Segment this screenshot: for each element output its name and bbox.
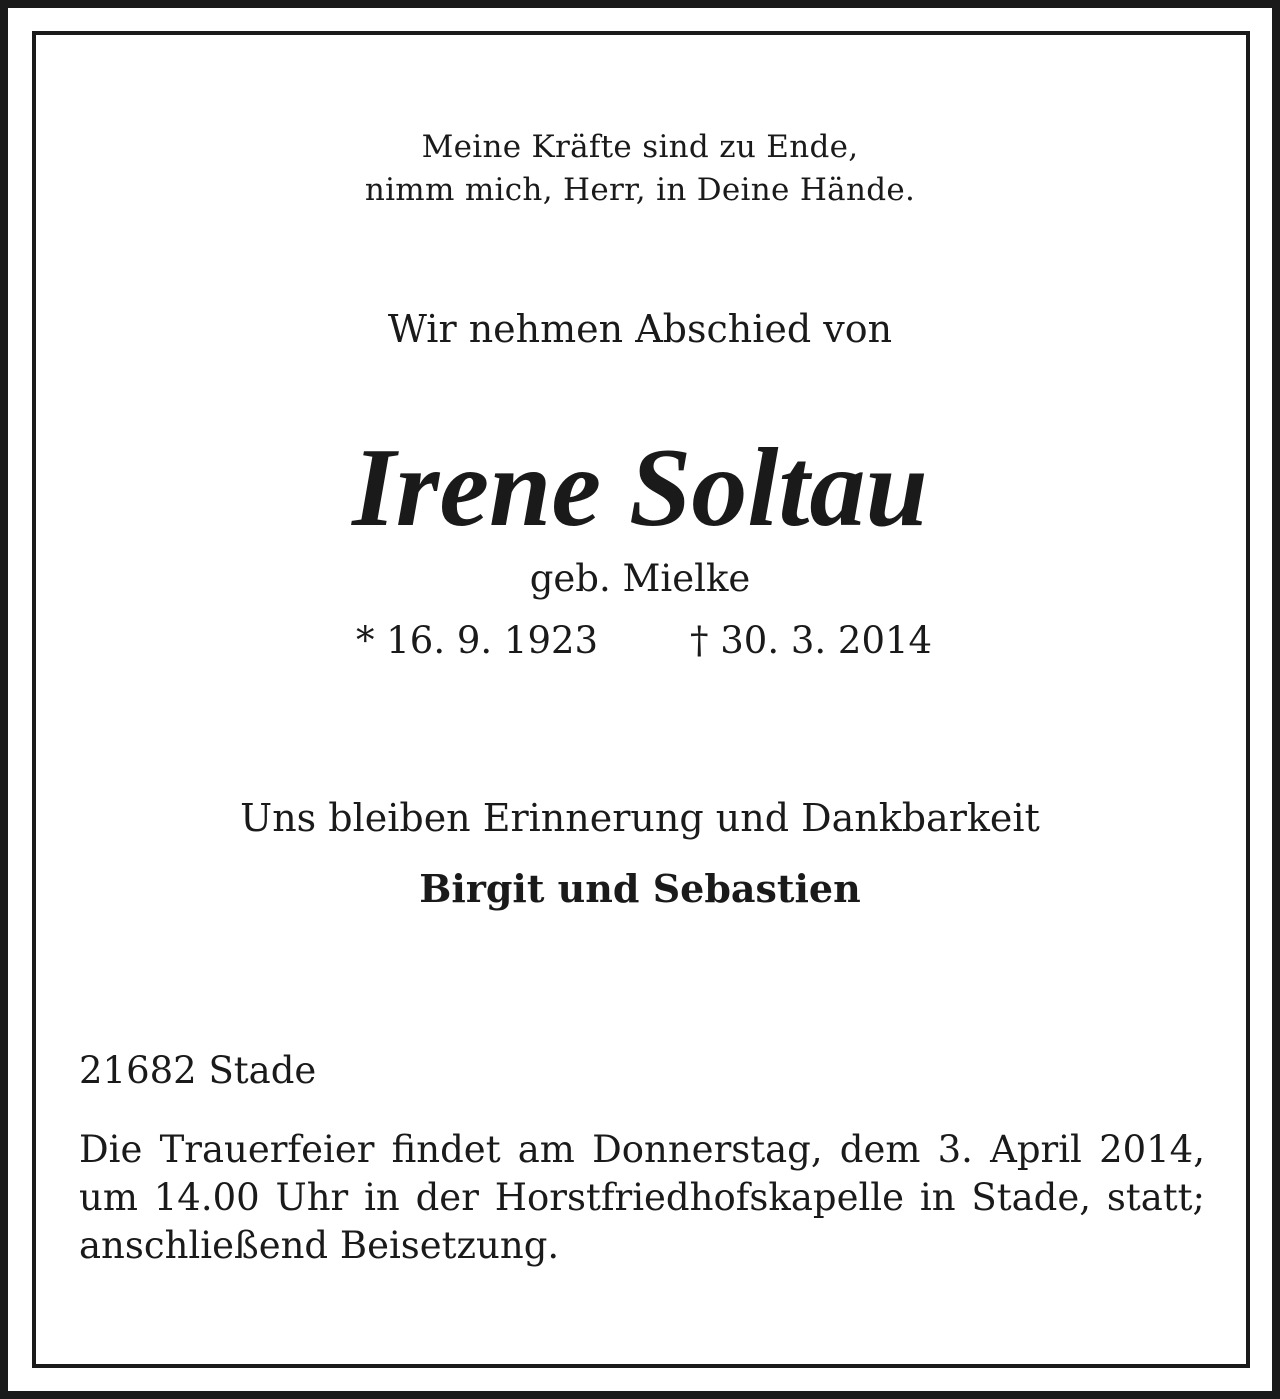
remembrance-text: Uns bleiben Erinnerung und Dankbarkeit — [240, 796, 1040, 840]
death-date: † 30. 3. 2014 — [690, 619, 933, 662]
life-dates — [0, 618, 1280, 664]
funeral-service-notice: Die Trauerfeier findet am Donnerstag, dem 3. April 2014, um 14.00 Uhr in der Horstfriedhofskapelle in Stade, statt; anschließend Beisetzung. — [79, 1128, 1205, 1267]
maiden-name: geb. Mielke — [529, 557, 751, 600]
mourners-names: Birgit und Sebastien — [419, 866, 861, 911]
birth-date: * 16. 9. 1923 — [356, 619, 599, 662]
place-of-residence: 21682 Stade — [79, 1049, 317, 1092]
motto-line-2: nimm mich, Herr, in Deine Hände. — [364, 172, 916, 208]
farewell-heading: Wir nehmen Abschied von — [387, 307, 893, 351]
deceased-name: Irene Soltau — [352, 426, 928, 550]
motto-verse — [0, 126, 1280, 212]
motto-line-1: Meine Kräfte sind zu Ende, — [421, 129, 859, 165]
